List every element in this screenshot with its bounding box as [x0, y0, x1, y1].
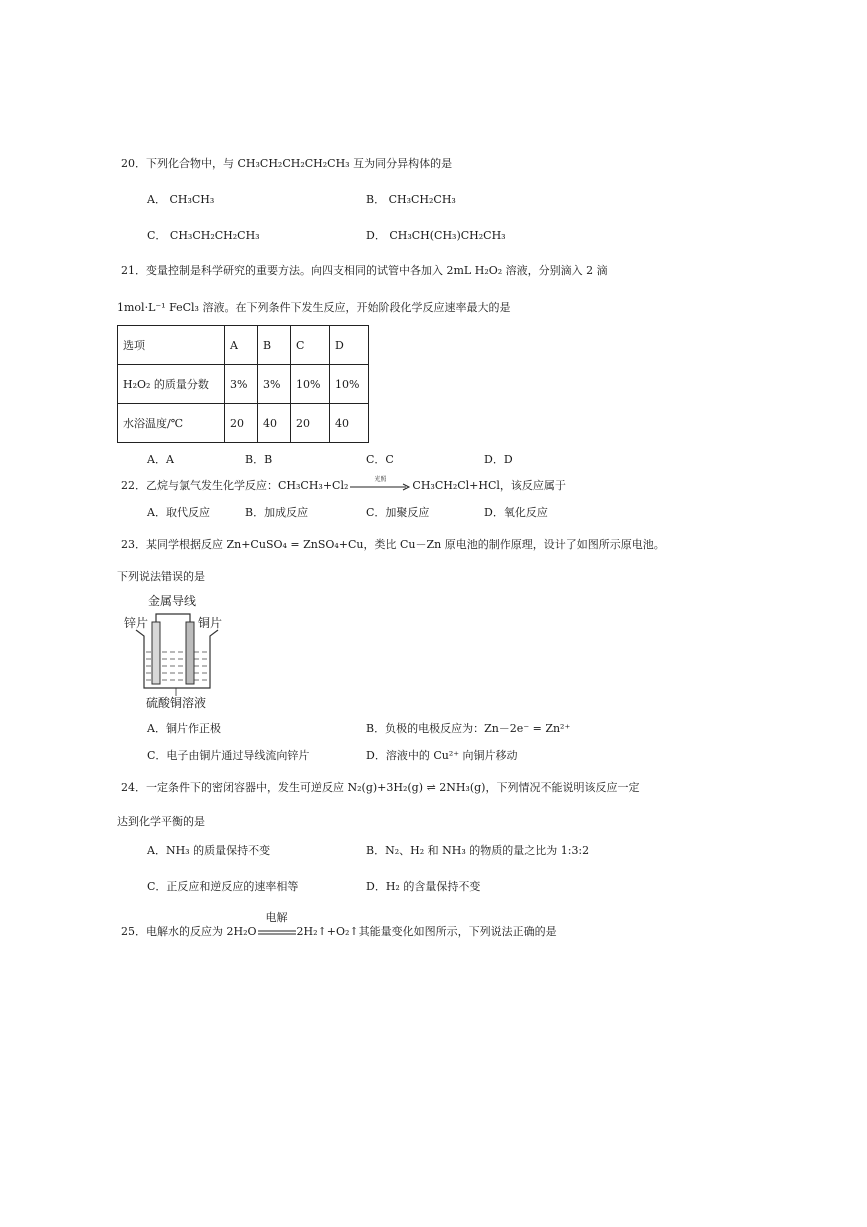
- q20-option-a[interactable]: A． CH₃CH₃: [147, 193, 215, 206]
- table-row: [118, 404, 369, 443]
- q24-option-d[interactable]: D．H₂ 的含量保持不变: [366, 880, 481, 893]
- q24-stem-line1: 24．一定条件下的密闭容器中，发生可逆反应 N₂(g)+3H₂(g) ⇌ 2NH₃(g)，下列情况不能说明该反应一定: [121, 781, 640, 794]
- table-header-row: [118, 326, 369, 365]
- table-cell: 选项: [118, 326, 225, 365]
- table-cell: 10%: [330, 365, 369, 404]
- table-row: [118, 365, 369, 404]
- q25-stem-post: 2H₂↑+O₂↑其能量变化如图所示，下列说法正确的是: [296, 925, 557, 938]
- q21-option-a[interactable]: A．A: [147, 453, 174, 466]
- table-cell: 3%: [225, 365, 258, 404]
- diagram-solution-label: 硫酸铜溶液: [146, 696, 207, 710]
- diagram-zinc-label: 锌片: [124, 616, 149, 630]
- table-cell: 水浴温度/℃: [118, 404, 225, 443]
- q23-stem-line2: 下列说法错误的是: [117, 570, 205, 583]
- table-cell: 40: [330, 404, 369, 443]
- q20-option-c[interactable]: C． CH₃CH₂CH₂CH₃: [147, 229, 260, 242]
- q20-option-b[interactable]: B． CH₃CH₂CH₃: [366, 193, 456, 206]
- q20-option-d[interactable]: D． CH₃CH(CH₃)CH₂CH₃: [366, 229, 506, 242]
- q25-electrolysis-sign: [257, 911, 297, 939]
- q22-reaction-arrow: [348, 476, 412, 493]
- table-cell: A: [225, 326, 258, 365]
- q22-option-a[interactable]: A．取代反应: [147, 506, 210, 519]
- q22-stem-post: CH₃CH₂Cl+HCl，该反应属于: [412, 479, 566, 492]
- q22-arrow-label: 光照: [374, 476, 387, 483]
- q21-option-d[interactable]: D．D: [484, 453, 513, 466]
- q22-stem: [121, 476, 566, 493]
- q25-arrow-label: 电解: [265, 911, 288, 924]
- q23-option-d[interactable]: D．溶液中的 Cu²⁺ 向铜片移动: [366, 749, 518, 762]
- q20-stem-post: 互为同分异构体的是: [349, 157, 453, 170]
- q25-stem: [121, 911, 557, 939]
- arrow-icon: [348, 479, 412, 493]
- diagram-copper-label: 铜片: [198, 616, 223, 630]
- q24-option-b[interactable]: B．N₂、H₂ 和 NH₃ 的物质的量之比为 1:3:2: [366, 844, 590, 857]
- q21-option-b[interactable]: B．B: [245, 453, 273, 466]
- table-cell: C: [291, 326, 330, 365]
- table-cell: B: [258, 326, 291, 365]
- q21-stem-line1: 21．变量控制是科学研究的重要方法。向四支相同的试管中各加入 2mL H₂O₂ 溶液，分别滴入 2 滴: [121, 264, 608, 277]
- galvanic-cell-diagram: [126, 592, 236, 712]
- table-cell: 20: [225, 404, 258, 443]
- q23-option-c[interactable]: C．电子由铜片通过导线流向锌片: [147, 749, 310, 762]
- table-cell: 10%: [291, 365, 330, 404]
- q20-formula: CH₃CH₂CH₂CH₂CH₃: [237, 157, 350, 170]
- q24-option-a[interactable]: A．NH₃ 的质量保持不变: [147, 844, 271, 857]
- q24-stem-line2: 达到化学平衡的是: [117, 815, 205, 828]
- q22-option-c[interactable]: C．加聚反应: [366, 506, 430, 519]
- equals-sign-icon: [257, 925, 297, 939]
- table-cell: 3%: [258, 365, 291, 404]
- q23-stem-line1: 23．某同学根据反应 Zn+CuSO₄ = ZnSO₄+Cu，类比 Cu－Zn 原电池的制作原理，设计了如图所示原电池。: [121, 538, 665, 551]
- table-cell: H₂O₂ 的质量分数: [118, 365, 225, 404]
- q21-option-c[interactable]: C．C: [366, 453, 394, 466]
- q20-stem: [121, 157, 452, 171]
- q21-table: [117, 325, 369, 443]
- q23-option-a[interactable]: A．铜片作正极: [147, 722, 221, 735]
- diagram-wire-label: 金属导线: [148, 594, 197, 608]
- table-cell: D: [330, 326, 369, 365]
- q22-stem-pre: 22．乙烷与氯气发生化学反应：CH₃CH₃+Cl₂: [121, 479, 349, 492]
- table-cell: 40: [258, 404, 291, 443]
- q25-stem-pre: 25．电解水的反应为 2H₂O: [121, 925, 257, 938]
- q22-option-b[interactable]: B．加成反应: [245, 506, 309, 519]
- q23-option-b[interactable]: B．负极的电极反应为：Zn－2e⁻ = Zn²⁺: [366, 722, 571, 735]
- q22-option-d[interactable]: D．氧化反应: [484, 506, 548, 519]
- q20-stem-pre: 20．下列化合物中，与: [121, 157, 238, 170]
- table-cell: 20: [291, 404, 330, 443]
- q24-option-c[interactable]: C．正反应和逆反应的速率相等: [147, 880, 299, 893]
- q21-stem-line2: 1mol·L⁻¹ FeCl₃ 溶液。在下列条件下发生反应，开始阶段化学反应速率最大的是: [117, 301, 511, 314]
